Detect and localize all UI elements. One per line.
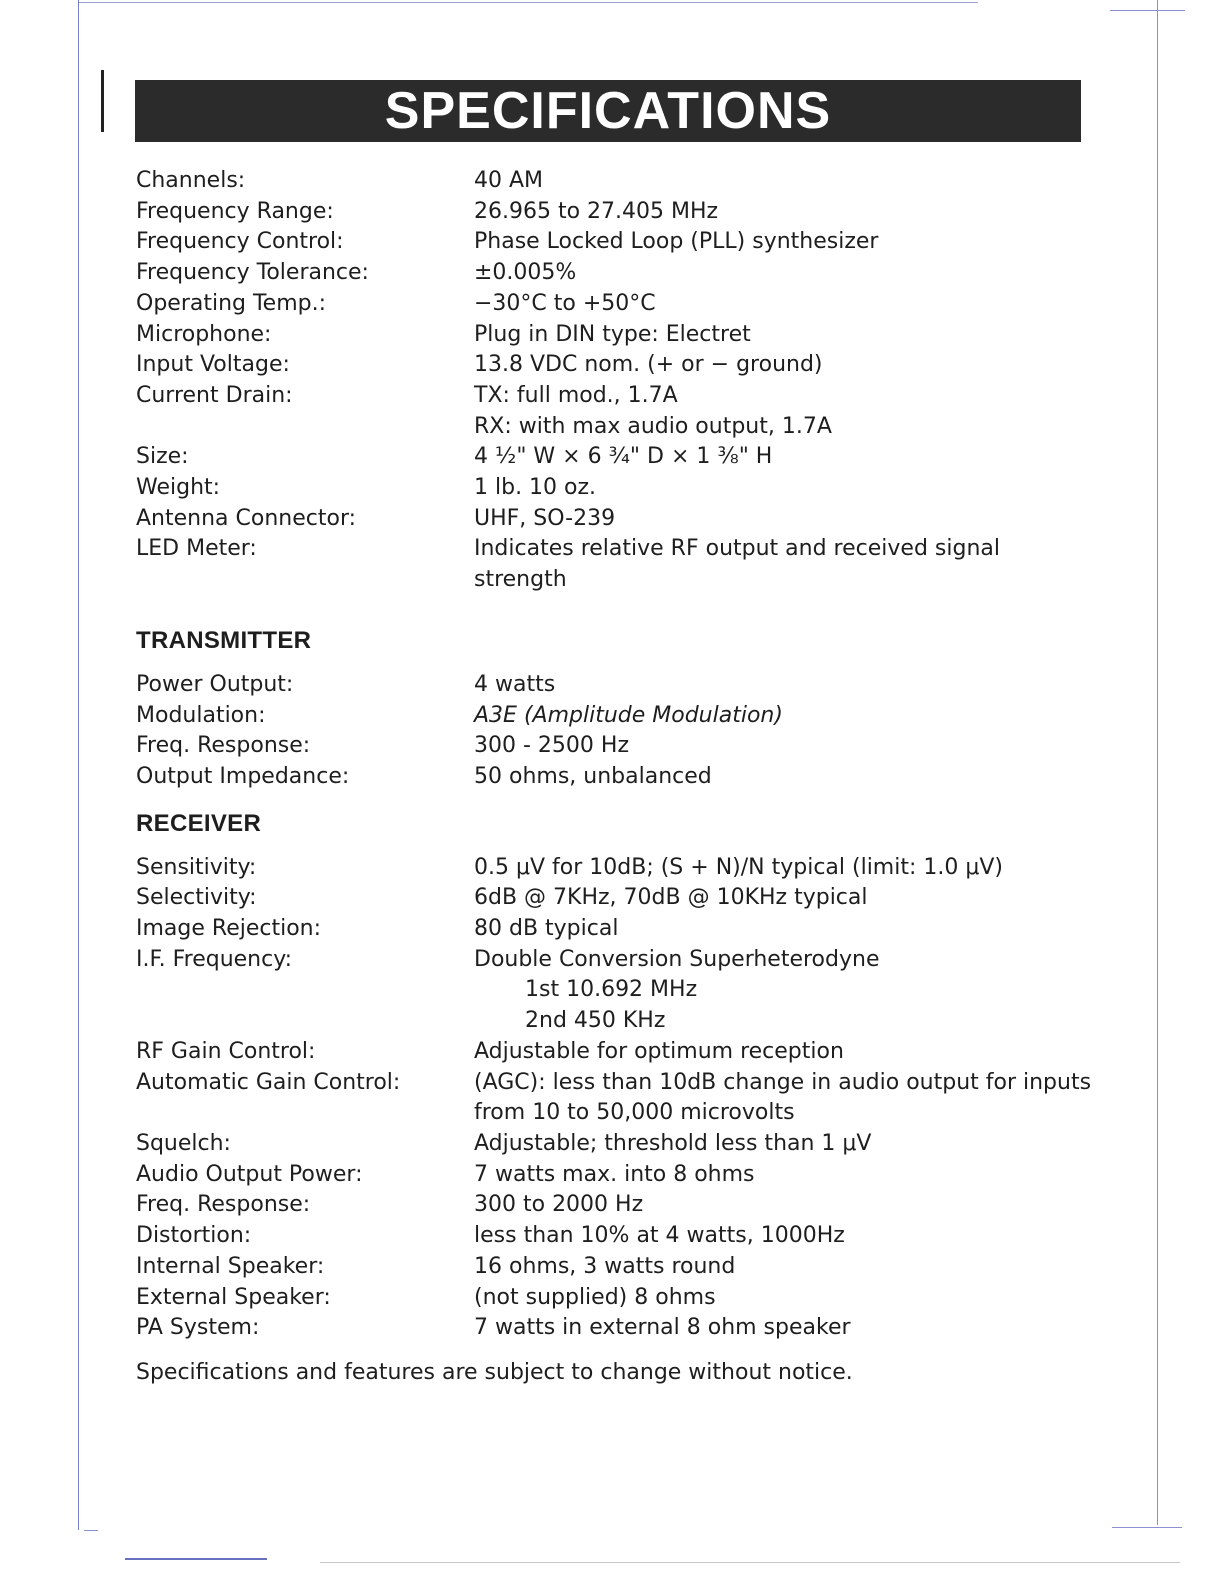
spec-row [136,853,1096,884]
spec-label: Operating Temp.: [136,290,327,316]
spec-value-line: Indicates relative RF output and received signal [474,536,1000,562]
spec-label: Image Rejection: [136,916,322,942]
spec-value [474,1221,1096,1252]
spec-label: Input Voltage: [136,352,290,378]
spec-row [136,473,1096,504]
spec-value-line: Adjustable; threshold less than 1 μV [474,1130,872,1156]
spec-value [474,350,1096,381]
spec-value-line: 7 watts in external 8 ohm speaker [474,1315,851,1341]
spec-label: Sensitivity: [136,854,257,880]
spec-value-line: ±0.005% [474,260,577,286]
spec-value [474,1129,1096,1160]
spec-label: Distortion: [136,1223,252,1249]
spec-row [136,1313,1096,1344]
spec-value-line: 6dB @ 7KHz, 70dB @ 10KHz typical [474,885,868,911]
spec-row [136,289,1096,320]
title-banner [135,80,1081,142]
spec-value [474,1037,1096,1068]
footer-note: Specifications and features are subject to change without notice. [136,1359,853,1385]
spec-label: Channels: [136,168,246,193]
spec-value [474,762,1096,793]
spec-value-line: 80 dB typical [474,916,619,942]
spec-row [136,534,1096,595]
spec-row [136,1037,1096,1068]
spec-row [136,166,1096,197]
spec-value [474,701,1096,732]
spec-value [474,945,1096,1037]
scan-border-tick [1112,1527,1182,1528]
spec-value-line: 13.8 VDC nom. (+ or − ground) [474,352,823,378]
spec-label: Audio Output Power: [136,1161,363,1187]
spec-row [136,320,1096,351]
scan-border-left [78,0,79,1530]
spec-value-line: A3E (Amplitude Modulation) [474,702,783,728]
spec-value [474,320,1096,351]
receiver-spec-list [136,853,1096,1344]
spec-value-line: 300 to 2000 Hz [474,1192,644,1218]
spec-value [474,227,1096,258]
spec-row [136,381,1096,442]
spec-value [474,731,1096,762]
scan-border-tick [1110,10,1185,11]
spec-label: Internal Speaker: [136,1253,325,1279]
spec-value-line: −30°C to +50°C [474,290,656,316]
spec-label: Modulation: [136,702,266,728]
spec-value-line: 4 watts [474,671,556,697]
spec-value [474,197,1096,228]
spec-value-line: less than 10% at 4 watts, 1000Hz [474,1223,845,1249]
spec-label: I.F. Frequency: [136,946,293,972]
spec-value [474,442,1096,473]
spec-label: Weight: [136,475,221,501]
spec-row [136,670,1096,701]
spacer [136,596,1096,610]
transmitter-spec-list [136,670,1096,793]
spec-label: Output Impedance: [136,763,350,789]
spec-value-line: Adjustable for optimum reception [474,1038,844,1064]
receiver-heading: RECEIVER [136,809,262,837]
spec-value-line: 16 ohms, 3 watts round [474,1253,736,1279]
spec-row [136,1252,1096,1283]
spec-value-line: RX: with max audio output, 1.7A [474,413,832,439]
spec-label: Power Output: [136,671,294,697]
spec-content [136,166,1096,1388]
spec-label: Squelch: [136,1130,231,1156]
spec-value [474,1313,1096,1344]
spec-label: Microphone: [136,321,272,347]
scan-border-bottom [320,1562,1180,1563]
spec-label: Freq. Response: [136,1192,311,1218]
spec-value [474,1160,1096,1191]
spec-label: Frequency Tolerance: [136,260,369,286]
spec-row [136,731,1096,762]
spec-row [136,1129,1096,1160]
spec-row [136,1068,1096,1129]
spec-label: Current Drain: [136,382,293,408]
spec-row [136,442,1096,473]
spec-value-line: (AGC): less than 10dB change in audio output for inputs [474,1069,1092,1095]
spec-value-line: TX: full mod., 1.7A [474,382,678,408]
spec-row [136,197,1096,228]
spec-value-line: 40 AM [474,168,544,193]
spec-value-line: Double Conversion Superheterodyne [474,946,880,972]
spec-row [136,1160,1096,1191]
general-spec-list [136,166,1096,596]
spec-row [136,1283,1096,1314]
spec-label: RF Gain Control: [136,1038,316,1064]
spec-value-line: 2nd 450 KHz [525,1008,666,1034]
spec-label: External Speaker: [136,1284,331,1310]
page-title: SPECIFICATIONS [384,82,832,140]
spec-value [474,670,1096,701]
spec-row [136,1221,1096,1252]
spec-value-line: 7 watts max. into 8 ohms [474,1161,755,1187]
spec-label: Automatic Gain Control: [136,1069,401,1095]
spec-value [474,883,1096,914]
spec-row [136,701,1096,732]
spec-value [474,1190,1096,1221]
scan-border-top [78,2,978,3]
scan-border-tick [84,1530,98,1531]
spec-row [136,227,1096,258]
spec-value [474,914,1096,945]
spec-value [474,1283,1096,1314]
spec-value [474,1068,1096,1129]
spec-value [474,1252,1096,1283]
spec-value-line: 4 ½" W × 6 ¾" D × 1 ⅜" H [474,444,773,470]
spec-row [136,762,1096,793]
spec-value-line: UHF, SO-239 [474,505,616,531]
spec-label: Frequency Control: [136,229,344,255]
spec-value-line: 0.5 μV for 10dB; (S + N)/N typical (limit: 1.0 μV) [474,854,1003,880]
spec-value [474,289,1096,320]
spec-value-line: 50 ohms, unbalanced [474,763,712,789]
spec-value-line: 26.965 to 27.405 MHz [474,198,719,224]
spec-row [136,350,1096,381]
spec-value-line: 300 - 2500 Hz [474,733,629,759]
spec-value-line: 1st 10.692 MHz [525,977,698,1003]
scan-mark [101,70,104,132]
spec-label: Frequency Range: [136,198,334,224]
spec-row [136,945,1096,1037]
spec-value-line: strength [474,567,567,593]
spec-value [474,853,1096,884]
spec-value [474,258,1096,289]
transmitter-heading: TRANSMITTER [136,626,312,654]
spec-value-line: 1 lb. 10 oz. [474,475,597,501]
spec-value [474,381,1096,442]
spec-value [474,473,1096,504]
spec-row [136,258,1096,289]
spec-label: PA System: [136,1315,260,1341]
spec-value-line: from 10 to 50,000 microvolts [474,1100,795,1126]
spec-label: LED Meter: [136,536,257,562]
spec-value-line: Phase Locked Loop (PLL) synthesizer [474,229,879,255]
spec-row [136,914,1096,945]
spec-value [474,166,1096,197]
spec-row [136,504,1096,535]
spec-value [474,534,1096,595]
spec-label: Freq. Response: [136,733,311,759]
scan-border-bottom [125,1558,267,1560]
spec-label: Selectivity: [136,885,257,911]
spec-label: Size: [136,444,189,470]
spec-row [136,883,1096,914]
spec-value-line: Plug in DIN type: Electret [474,321,751,347]
scan-border-right [1157,0,1158,1525]
spec-label: Antenna Connector: [136,505,357,531]
spec-row [136,1190,1096,1221]
spec-value [474,504,1096,535]
spec-value-line: (not supplied) 8 ohms [474,1284,716,1310]
